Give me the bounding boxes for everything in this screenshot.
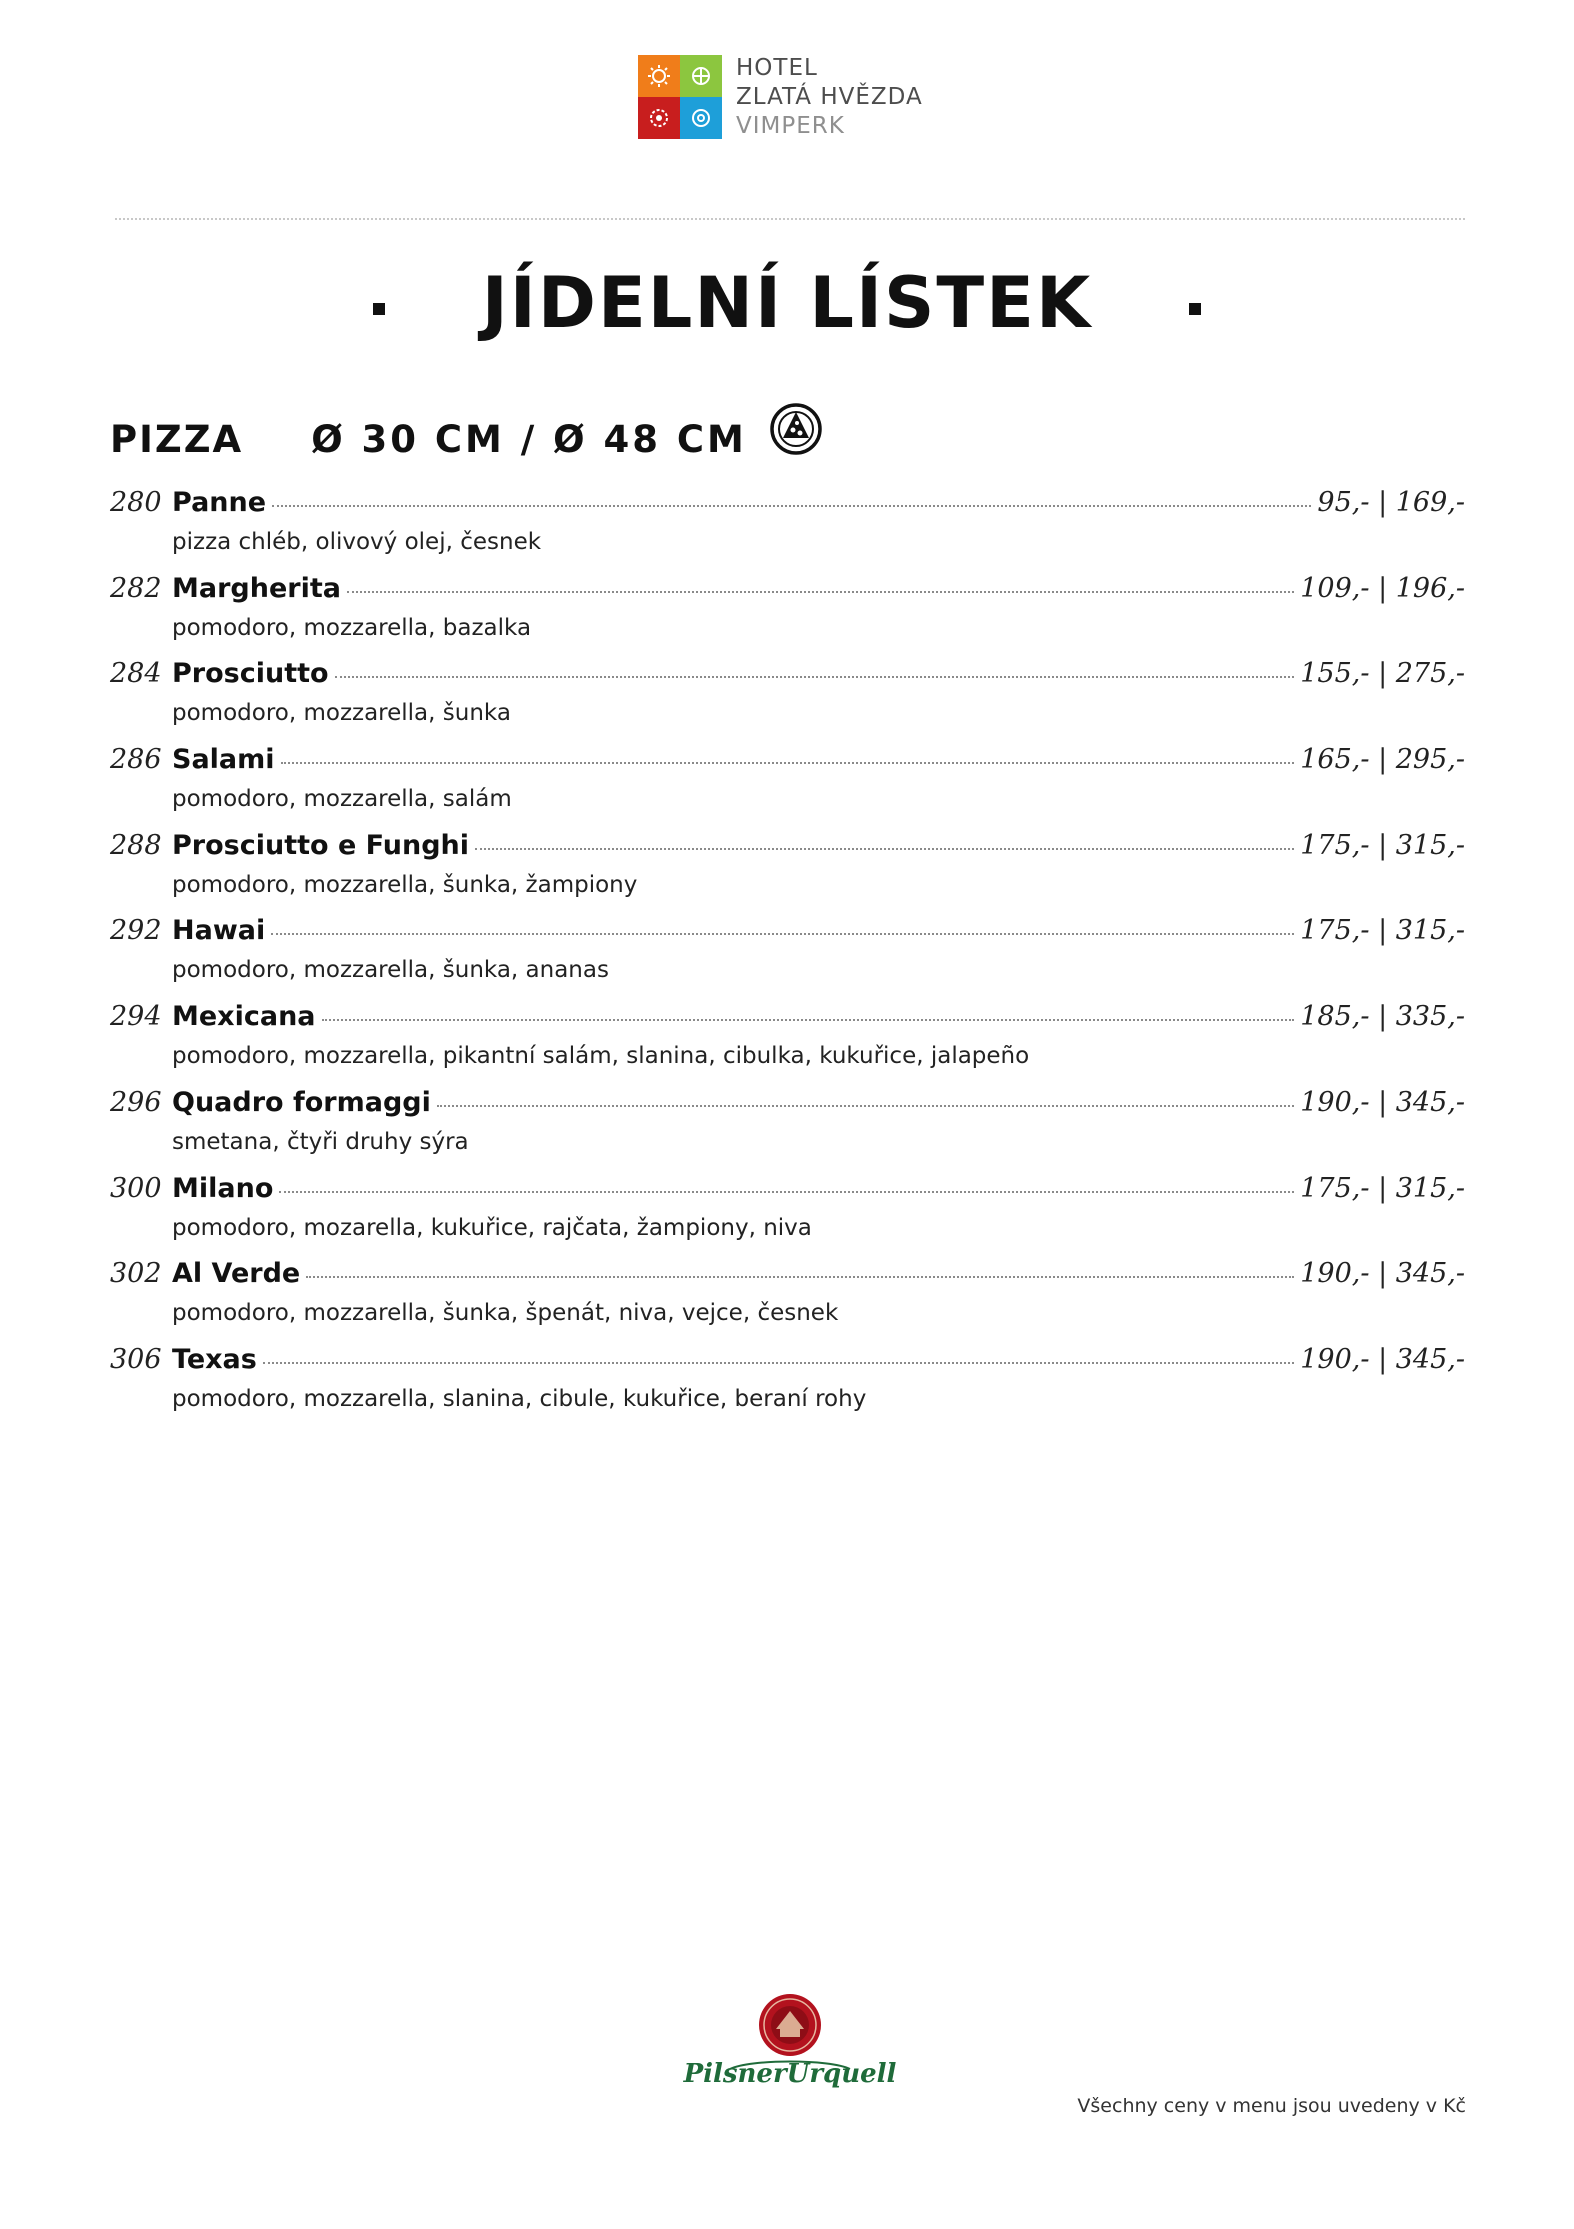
item-number: 284: [110, 658, 162, 690]
price-currency-note: Všechny ceny v menu jsou uvedeny v Kč: [1077, 2095, 1466, 2117]
item-name: Milano: [172, 1172, 274, 1204]
item-name: Prosciutto: [172, 658, 329, 690]
menu-item: [110, 1344, 1465, 1430]
item-price: 175,- | 315,-: [1300, 829, 1465, 861]
dot-leader: [475, 848, 1294, 850]
item-number: 302: [110, 1258, 162, 1290]
menu-item: [110, 1087, 1465, 1173]
item-price: 165,- | 295,-: [1300, 744, 1465, 776]
hotel-logo: [638, 55, 923, 141]
item-number: 286: [110, 744, 162, 776]
item-price: 175,- | 315,-: [1300, 915, 1465, 947]
dot-leader: [263, 1362, 1294, 1364]
item-description: smetana, čtyři druhy sýra: [172, 1128, 469, 1155]
section-title: PIZZA: [110, 418, 244, 461]
svg-text:PilsnerUrquell: PilsnerUrquell: [683, 2059, 897, 2089]
menu-item: [110, 1001, 1465, 1087]
item-number: 280: [110, 487, 162, 518]
dot-leader: [279, 1191, 1294, 1193]
item-name: Hawai: [172, 915, 266, 947]
blue-tile: [680, 97, 722, 139]
item-name: Mexicana: [172, 1001, 316, 1033]
item-description: pomodoro, mozzarella, šunka: [172, 700, 511, 727]
logo-tiles: [638, 55, 722, 139]
menu-item: [110, 487, 1465, 573]
section-sizes: Ø 30 CM / Ø 48 CM: [311, 418, 747, 461]
menu-item: [110, 744, 1465, 830]
item-name: Prosciutto e Funghi: [172, 829, 470, 861]
header-divider: [115, 218, 1465, 220]
item-number: 296: [110, 1086, 162, 1118]
logo-text: [736, 54, 923, 141]
menu-item: [110, 830, 1465, 916]
pizza-icon: [769, 402, 823, 460]
red-tile: [638, 97, 680, 139]
flower-icon: [647, 106, 671, 130]
green-tile: [680, 55, 722, 97]
item-description: pomodoro, mozzarella, slanina, cibule, kukuřice, beraní rohy: [172, 1385, 867, 1412]
pilsner-urquell-logo: [683, 1985, 897, 2100]
page-title: JÍDELNÍ LÍSTEK: [481, 262, 1093, 344]
item-name: Panne: [172, 487, 267, 518]
item-description: pomodoro, mozzarella, šunka, ananas: [172, 957, 609, 984]
menu-item: [110, 915, 1465, 1001]
item-description: pomodoro, mozzarella, salám: [172, 786, 512, 813]
logo-line-name: ZLATÁ HVĚZDA: [736, 84, 923, 110]
item-number: 288: [110, 829, 162, 861]
orange-tile: [638, 55, 680, 97]
title-row: [0, 258, 1574, 348]
item-description: pomodoro, mozarella, kukuřice, rajčata, žampiony, niva: [172, 1214, 812, 1241]
item-price: 109,- | 196,-: [1300, 572, 1465, 604]
menu-item: [110, 1173, 1465, 1259]
menu-item: [110, 573, 1465, 659]
water-icon: [689, 106, 713, 130]
dot-leader: [281, 762, 1295, 764]
logo-line-hotel: HOTEL: [736, 55, 818, 81]
item-price: 95,- | 169,-: [1317, 487, 1465, 518]
menu-item: [110, 1258, 1465, 1344]
item-name: Salami: [172, 744, 275, 776]
dot-leader: [322, 1019, 1295, 1021]
leaf-icon: [689, 64, 713, 88]
item-price: 190,- | 345,-: [1300, 1343, 1465, 1375]
dot-leader: [271, 933, 1294, 935]
item-price: 190,- | 345,-: [1300, 1258, 1465, 1290]
item-description: pomodoro, mozzarella, bazalka: [172, 614, 532, 641]
section-header: [110, 418, 823, 461]
item-name: Quadro formaggi: [172, 1086, 431, 1118]
sun-icon: [647, 64, 671, 88]
item-name: Texas: [172, 1343, 257, 1375]
item-name: Margherita: [172, 572, 341, 604]
item-description: pomodoro, mozzarella, pikantní salám, slanina, cibulka, kukuřice, jalapeño: [172, 1043, 1030, 1070]
dot-leader: [335, 676, 1295, 678]
item-price: 175,- | 315,-: [1300, 1172, 1465, 1204]
item-price: 190,- | 345,-: [1300, 1086, 1465, 1118]
logo-line-city: VIMPERK: [736, 113, 845, 139]
item-description: pomodoro, mozzarella, šunka, špenát, niva, vejce, česnek: [172, 1300, 839, 1327]
item-number: 294: [110, 1001, 162, 1033]
item-name: Al Verde: [172, 1258, 301, 1290]
dot-leader: [272, 505, 1311, 507]
item-number: 300: [110, 1172, 162, 1204]
dot-leader: [306, 1276, 1294, 1278]
item-price: 185,- | 335,-: [1300, 1001, 1465, 1033]
dot-leader: [347, 591, 1294, 593]
item-description: pizza chléb, olivový olej, česnek: [172, 529, 542, 555]
dot-leader: [437, 1105, 1294, 1107]
item-number: 282: [110, 572, 162, 604]
item-description: pomodoro, mozzarella, šunka, žampiony: [172, 871, 638, 898]
title-dot-right: [1189, 303, 1201, 315]
item-number: 306: [110, 1343, 162, 1375]
menu-list: [110, 487, 1465, 1430]
item-price: 155,- | 275,-: [1300, 658, 1465, 690]
item-number: 292: [110, 915, 162, 947]
menu-item: [110, 658, 1465, 744]
